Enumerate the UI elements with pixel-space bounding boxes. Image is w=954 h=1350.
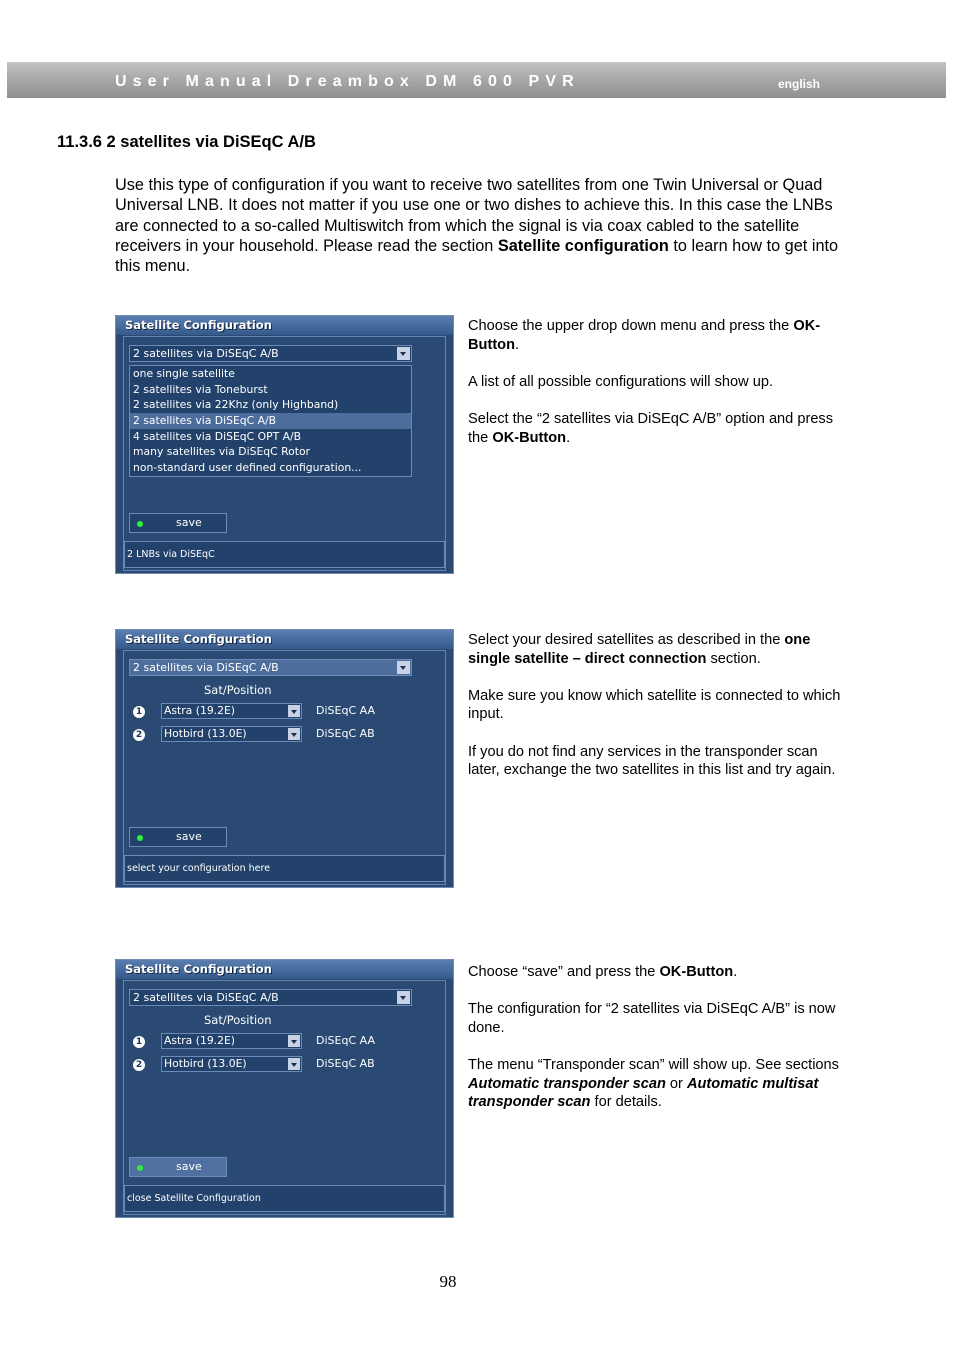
- green-dot-icon: [137, 1165, 143, 1171]
- list-item[interactable]: many satellites via DiSEqC Rotor: [133, 445, 310, 459]
- screenshot-sat-selection: [115, 629, 454, 888]
- status-bar: close Satellite Configuration: [124, 1185, 445, 1212]
- manual-title: User Manual Dreambox DM 600 PVR: [115, 73, 580, 90]
- sat-1-diseqc: DiSEqC AA: [316, 1034, 375, 1047]
- chevron-down-icon[interactable]: [288, 1058, 300, 1070]
- panel-title: Satellite Configuration: [116, 630, 453, 649]
- caption-paragraph: Select the “2 satellites via DiSEqC A/B” option and press the OK-Button.: [468, 410, 834, 446]
- input-2-icon: 2: [133, 729, 145, 741]
- config-dropdown[interactable]: [129, 989, 412, 1006]
- chevron-down-icon[interactable]: [288, 1035, 300, 1047]
- panel-title: Satellite Configuration: [116, 960, 453, 979]
- dropdown-value: 2 satellites via DiSEqC A/B: [133, 991, 279, 1004]
- chevron-down-icon[interactable]: [397, 661, 410, 674]
- language-label: english: [778, 77, 821, 91]
- config-dropdown[interactable]: [129, 345, 412, 362]
- panel-title: Satellite Configuration: [116, 316, 453, 335]
- caption-paragraph: If you do not find any services in the transponder scan later, exchange the two satellites in this list and try again.: [468, 743, 836, 779]
- header-bar: [7, 62, 946, 98]
- intro-paragraph: [115, 175, 855, 276]
- caption-paragraph: Make sure you know which satellite is connected to which input.: [468, 687, 841, 723]
- chevron-down-icon[interactable]: [288, 705, 300, 717]
- save-label: save: [176, 830, 202, 843]
- sat-2-diseqc: DiSEqC AB: [316, 1057, 375, 1070]
- sat-2-diseqc: DiSEqC AB: [316, 727, 375, 740]
- intro-tail: to learn how to get into this menu.: [115, 236, 839, 276]
- caption-paragraph: Choose “save” and press the OK-Button.: [468, 964, 738, 980]
- intro-text: Use this type of configuration if you want to receive two satellites from one Twin Universal or Quad Universal LNB. It does not matter if you use one or two dishes to achieve this. In this case the LNBs are connected to a so-called Multiswitch from which the signal is via coax cabled to the satellite receivers in your household. Please read the section: [115, 176, 833, 255]
- list-item-selected[interactable]: 2 satellites via DiSEqC A/B: [130, 413, 411, 429]
- sat-2-select[interactable]: Hotbird (13.0E): [161, 1056, 302, 1072]
- config-options-list[interactable]: [129, 365, 412, 477]
- dropdown-value: 2 satellites via DiSEqC A/B: [133, 661, 279, 674]
- caption-paragraph: The menu “Transponder scan” will show up. See sections Automatic transponder scan or Automatic multisat transponder scan for details.: [468, 1056, 839, 1111]
- caption-3: [468, 963, 848, 1130]
- section-title: 11.3.6 2 satellites via DiSEqC A/B: [57, 133, 316, 151]
- panel-frame: [123, 980, 446, 1215]
- caption-1: [468, 317, 848, 466]
- save-label: save: [176, 1160, 202, 1173]
- status-bar: 2 LNBs via DiSEqC: [124, 541, 445, 568]
- input-1-icon: 1: [133, 1036, 145, 1048]
- input-1-icon: 1: [133, 706, 145, 718]
- list-item[interactable]: 2 satellites via 22Khz (only Highband): [133, 398, 339, 412]
- sat-2-select[interactable]: Hotbird (13.0E): [161, 726, 302, 742]
- sat-1-select[interactable]: Astra (19.2E): [161, 1033, 302, 1049]
- config-dropdown[interactable]: [129, 659, 412, 676]
- caption-paragraph: Select your desired satellites as described in the one single satellite – direct connection section.: [468, 632, 811, 667]
- chevron-down-icon[interactable]: [288, 728, 300, 740]
- status-bar: select your configuration here: [124, 855, 445, 882]
- dropdown-value: 2 satellites via DiSEqC A/B: [133, 347, 279, 360]
- input-2-icon: 2: [133, 1059, 145, 1071]
- list-item[interactable]: one single satellite: [133, 367, 235, 380]
- screenshot-save: [115, 959, 454, 1218]
- chevron-down-icon[interactable]: [397, 991, 410, 1004]
- intro-link-satellite-configuration: Satellite configuration: [497, 236, 669, 255]
- screenshot-config-list: [115, 315, 454, 574]
- caption-paragraph: Choose the upper drop down menu and press the OK-Button.: [468, 318, 821, 353]
- green-dot-icon: [137, 521, 143, 527]
- save-button[interactable]: [129, 827, 227, 847]
- list-item[interactable]: 2 satellites via Toneburst: [133, 382, 268, 396]
- caption-2: [468, 631, 848, 798]
- list-item[interactable]: non-standard user defined configuration...: [133, 461, 362, 475]
- page-number: 98: [439, 1272, 457, 1291]
- panel-frame: [123, 650, 446, 885]
- sat-1-select[interactable]: Astra (19.2E): [161, 703, 302, 719]
- save-button[interactable]: [129, 1157, 227, 1177]
- save-label: save: [176, 516, 202, 529]
- save-button[interactable]: [129, 513, 227, 533]
- green-dot-icon: [137, 835, 143, 841]
- sat-1-diseqc: DiSEqC AA: [316, 704, 375, 717]
- caption-paragraph: The configuration for “2 satellites via DiSEqC A/B” is now done.: [468, 1001, 836, 1036]
- sat-position-heading: Sat/Position: [204, 1013, 272, 1027]
- sat-position-heading: Sat/Position: [204, 683, 272, 697]
- chevron-down-icon[interactable]: [397, 347, 410, 360]
- caption-paragraph: A list of all possible configurations will show up.: [468, 373, 774, 390]
- list-item[interactable]: 4 satellites via DiSEqC OPT A/B: [133, 429, 302, 443]
